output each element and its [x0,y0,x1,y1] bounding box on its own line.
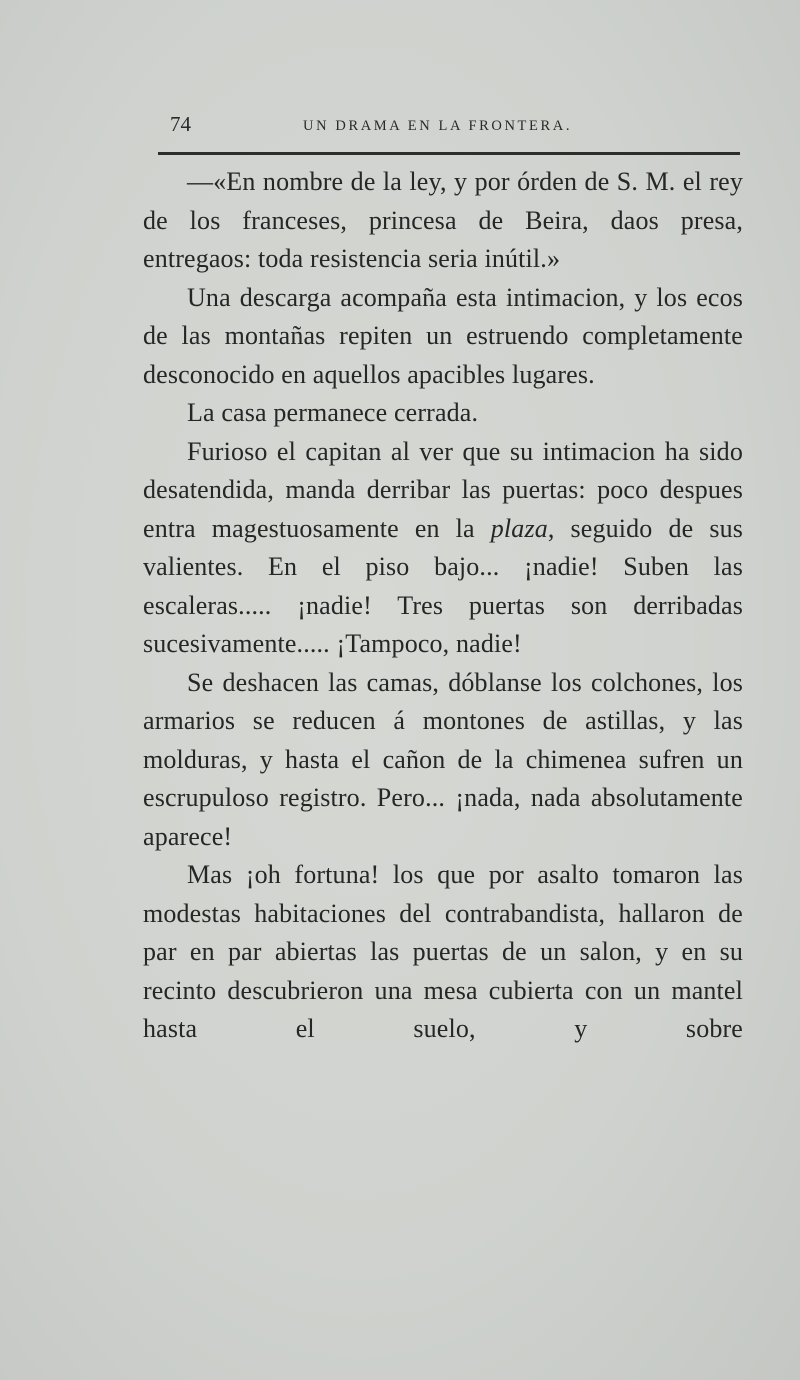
paragraph-6: Mas ¡oh fortuna! los que por asalto tomaron las modestas habitaciones del contrabandista, hallaron de par en par abiertas las puertas de un salon, y en su recinto descubrieron una mesa cubierta con un mantel hasta el suelo, y sobre [143,860,743,1043]
page-header [170,112,740,142]
italic-word-plaza: plaza [490,513,548,543]
paragraph-2: Una descarga acompaña esta intimacion, y los ecos de las montañas repiten un estruendo completamente desconocido en aquellos apacibles lugares. [143,282,743,389]
paragraph-1: —«En nombre de la ley, y por órden de S. M. el rey de los franceses, princesa de Beira, daos presa, entregaos: toda resistencia seria inútil.» [143,167,743,273]
page-number: 74 [170,112,191,136]
header-rule [158,152,740,155]
paragraph-5: Se deshacen las camas, dóblanse los colchones, los armarios se reducen á montones de astillas, y las molduras, y hasta el cañon de la chimenea sufren un escrupuloso registro. Pero... ¡nada, nada absolutamente aparece! [143,667,743,851]
body-text [143,163,743,1163]
paragraph-3: La casa permanece cerrada. [187,398,479,427]
paragraph-4-text-after: , seguido de sus valientes. En el piso bajo... ¡nadie! Suben las escaleras..... ¡nadie! Tres puertas son derribadas sucesivamente..... ¡Tampoco, nadie! [143,513,744,658]
paragraph-4-text-before: Furioso el capitan al ver que su intimacion ha sido desatendida, manda derribar las puertas: poco despues entra magestuosamente en la [143,436,743,543]
paragraph-4 [143,433,743,664]
running-title: UN DRAMA EN LA FRONTERA. [303,118,573,134]
